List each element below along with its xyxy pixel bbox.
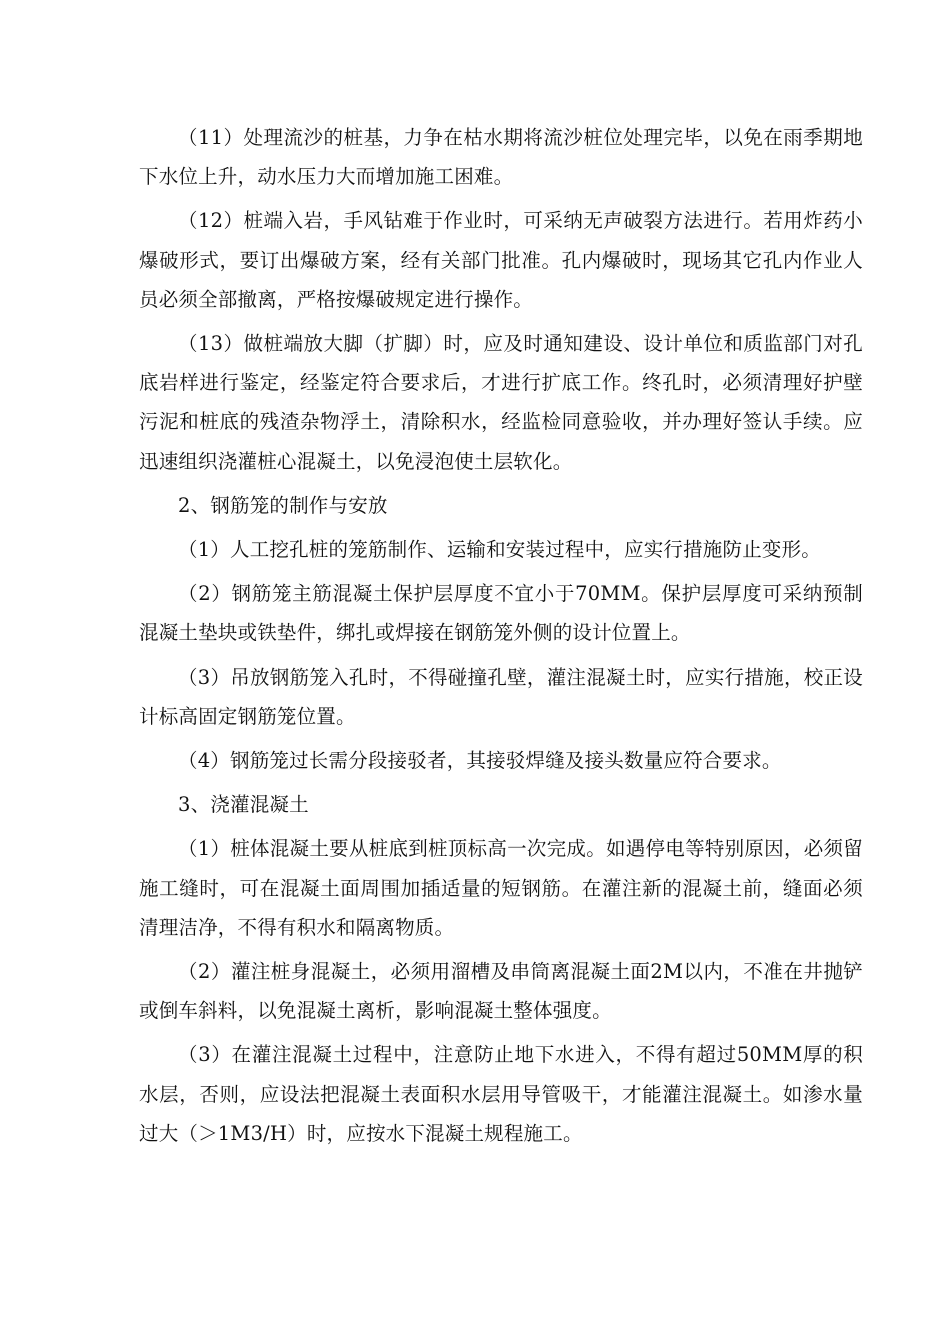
para-11-quicksand: （11）处理流沙的桩基，力争在枯水期将流沙桩位处理完毕，以免在雨季期地下水位上升，动水压力大而增加施工困难。 [139, 126, 863, 189]
para-3-2: （2）灌注桩身混凝土，必须用溜槽及串筒离混凝土面2M以内，不准在井抛铲或倒车斜料，以免混凝土离析，影响混凝土整体强度。 [139, 960, 863, 1023]
para-2-2: （2）钢筋笼主筋混凝土保护层厚度不宜小于70MM。保护层厚度可采纳预制混凝土垫块或铁垫件，绑扎或焊接在钢筋笼外侧的设计位置上。 [139, 582, 863, 645]
para-2-4: （4）钢筋笼过长需分段接驳者，其接驳焊缝及接头数量应符合要求。 [178, 749, 782, 773]
para-3-1: （1）桩体混凝土要从桩底到桩顶标高一次完成。如遇停电等特别原因，必须留施工缝时，可在混凝土面周围加插适量的短钢筋。在灌注新的混凝土前，缝面必须清理洁净，不得有积水和隔离物质。 [139, 837, 863, 939]
para-3-3: （3）在灌注混凝土过程中，注意防止地下水进入，不得有超过50MM厚的积水层，否则，应设法把混凝土表面积水层用导管吸干，才能灌注混凝土。如渗水量过大（＞1M3/H）时，应按水下混凝土规程施工。 [139, 1043, 863, 1145]
section-3-heading: 3、浇灌混凝土 [178, 793, 309, 817]
para-2-3: （3）吊放钢筋笼入孔时，不得碰撞孔壁，灌注混凝土时，应实行措施，校正设计标高固定钢筋笼位置。 [139, 665, 863, 728]
section-2-heading: 2、钢筋笼的制作与安放 [178, 493, 388, 517]
para-2-1: （1）人工挖孔桩的笼筋制作、运输和安装过程中，应实行措施防止变形。 [178, 538, 822, 562]
para-12-rock-socket: （12）桩端入岩，手风钻难于作业时，可采纳无声破裂方法进行。若用炸药小爆破形式，要订出爆破方案，经有关部门批准。孔内爆破时，现场其它孔内作业人员必须全部撤离，严格按爆破规定进行操作。 [139, 209, 863, 311]
document-body [139, 118, 863, 1158]
para-13-enlarged-base: （13）做桩端放大脚（扩脚）时，应及时通知建设、设计单位和质监部门对孔底岩样进行鉴定，经鉴定符合要求后，才进行扩底工作。终孔时，必须清理好护壁污泥和桩底的残渣杂物浮土，清除积水，经监检同意验收，并办理好签认手续。应迅速组织浇灌桩心混凝土，以免浸泡使土层软化。 [139, 332, 863, 473]
